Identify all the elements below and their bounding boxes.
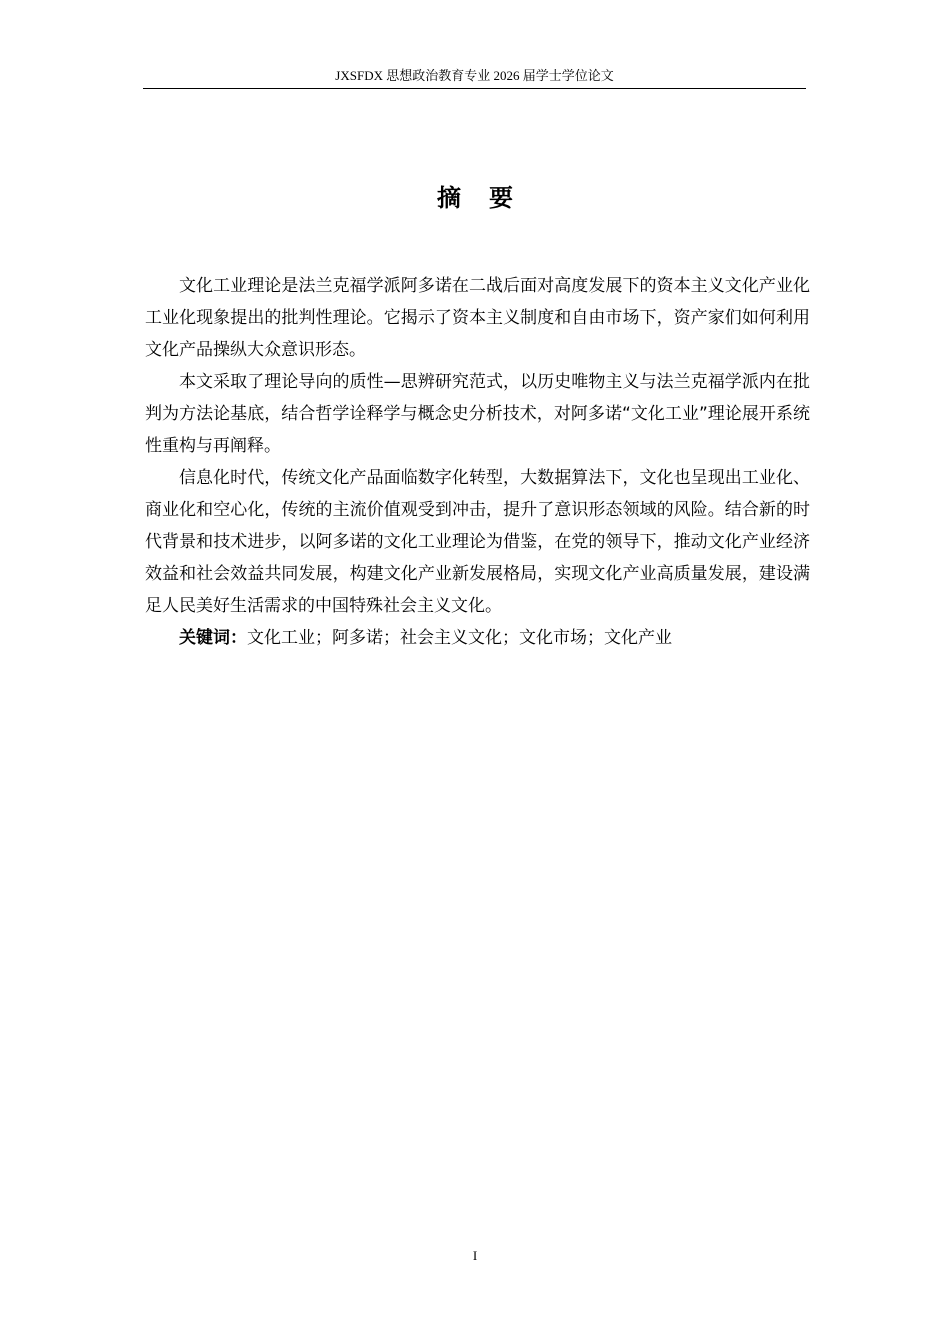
abstract-title: 摘要 [437,184,541,212]
keywords-label: 关键词： [179,628,247,648]
running-header-title: JXSFDX 思想政治教育专业 2026 届学士学位论文 [335,68,614,83]
keywords-text: 文化工业；阿多诺；社会主义文化；文化市场；文化产业 [247,628,672,648]
page-number: I [472,1248,478,1263]
abstract-paragraph-1: 文化工业理论是法兰克福学派阿多诺在二战后面对高度发展下的资本主义文化产业化工业化现象提出的批判性理论。它揭示了资本主义制度和自由市场下，资产家们如何利用文化产品操纵大众意识形态。 [145,276,810,360]
abstract-paragraph-3: 信息化时代，传统文化产品面临数字化转型，大数据算法下，文化也呈现出工业化、商业化和空心化，传统的主流价值观受到冲击，提升了意识形态领域的风险。结合新的时代背景和技术进步，以阿多诺的文化工业理论为借鉴，在党的领导下，推动文化产业经济效益和社会效益共同发展，构建文化产业新发展格局，实现文化产业高质量发展，建设满足人民美好生活需求的中国特殊社会主义文化。 [145,468,810,616]
abstract-body [145,270,810,654]
keywords-line [145,622,810,654]
abstract-paragraph-2: 本文采取了理论导向的质性—思辨研究范式，以历史唯物主义与法兰克福学派内在批判为方法论基底，结合哲学诠释学与概念史分析技术，对阿多诺“文化工业”理论展开系统性重构与再阐释。 [145,372,810,456]
running-header [143,68,806,89]
